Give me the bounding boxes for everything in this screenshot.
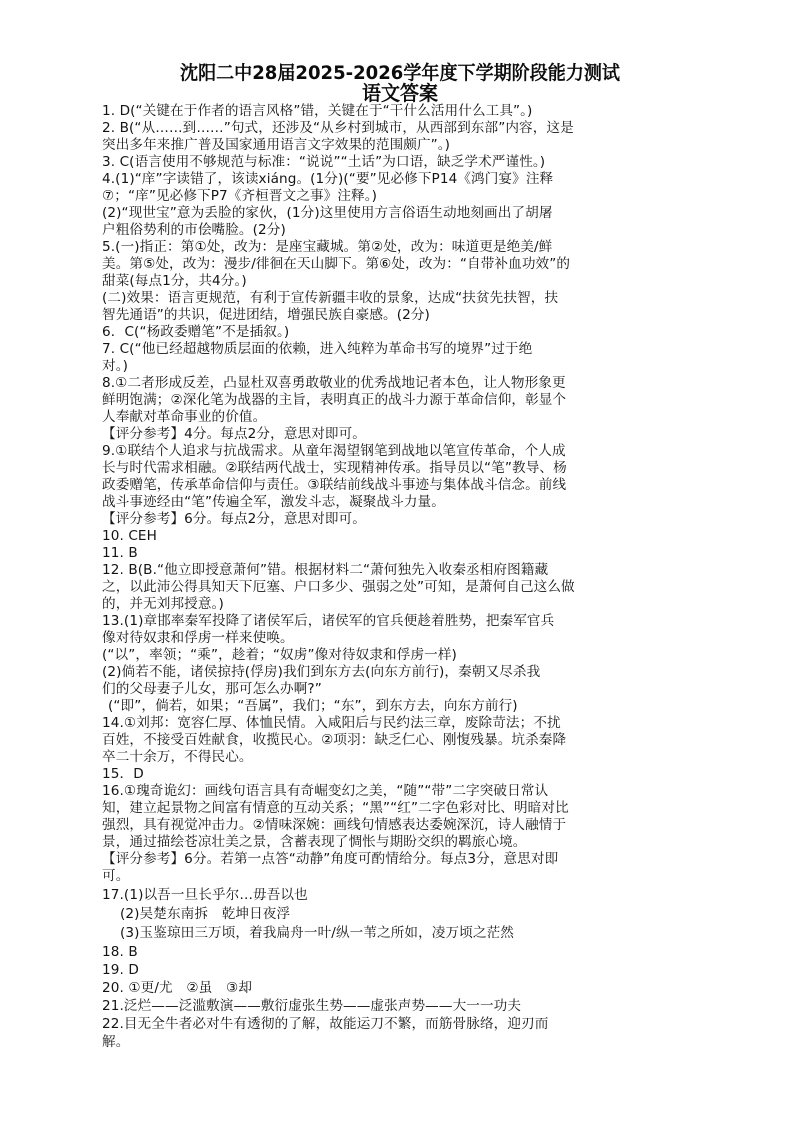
answer-line: 鲜明饱满；②深化笔为战器的主旨，表明真正的战斗力源于革命信仰，彰显个 [102,392,567,408]
answer-line: 百姓，不接受百姓献食，收揽民心。②项羽：缺乏仁心、刚愎残暴。坑杀秦降 [102,732,567,748]
answer-line: 14.①刘邦：宽容仁厚、体恤民情。入咸阳后与民约法三章，废除苛法；不扰 [102,715,561,731]
answer-line: 对。) [102,358,128,374]
answer-line: (2)倘若不能，诸侯掠持(俘房)我们到东方去(向东方前行)，秦朝又尽杀我 [102,664,541,680]
answer-line: 解。 [102,1034,130,1050]
answer-line: 强烈，具有视觉冲击力。②情味深婉：画线句情感表达委婉深沉，诗人融情于 [102,817,567,833]
answer-line: 户粗俗势利的市侩嘴脸。(2分) [102,222,286,238]
answer-line: 6．C(“杨政委赠笔”不是插叙。) [102,324,290,340]
answer-line: 20. ①更/尤 ②虽 ③却 [102,980,253,996]
answer-line: 景，通过描绘苍凉壮美之景，含蓄表现了惆怅与期盼交织的羁旅心境。 [102,834,527,850]
answer-line: 1. D(“关键在于作者的语言风格”错，关键在于“干什么活用什么工具”。) [102,103,533,119]
answer-line: 2. B(“从……到……”句式，还涉及“从乡村到城市，从西部到东部”内容，这是 [102,120,574,136]
answer-line: 12. B(B.“他立即授意萧何”错。根据材料二“萧何独先入收秦丞相府图籍藏 [102,562,549,578]
answer-line: (二)效果：语言更规范，有利于宣传新疆丰收的景象，达成“扶贫先扶智，扶 [102,290,559,306]
answer-line: 卒二十余万，不得民心。 [102,749,253,765]
answer-line: 可。 [102,868,130,884]
answer-line: 7. C(“他已经超越物质层面的依赖，进入纯粹为革命书写的境界”过于绝 [102,341,533,357]
answer-line: 政委赠笔，传承革命信仰与责任。③联结前线战斗事迹与集体战斗信念。前线 [102,477,567,493]
answer-line: 战斗事迹经由“笔”传遍全军，激发斗志，凝聚战斗力量。 [102,494,445,510]
answer-line: 16.①瑰奇诡幻：画线句语言具有奇崛变幻之美，“随”“带”二字突破日常认 [102,783,549,799]
answer-line: 11. B [102,545,138,561]
answer-line: 甜菜(每点1分，共4分。) [102,273,247,289]
answer-line: 18. B [102,944,138,960]
answer-line: 13.(1)章邯率秦军投降了诸侯军后，诸侯军的官兵便趁着胜势，把秦军官兵 [102,613,555,629]
answer-line: (“即”，倘若，如果；“吾属”，我们；“东”，到东方去，向东方前行) [108,698,518,714]
answer-line: 的，并无刘邦授意。) [102,596,224,612]
document-title: 沈阳二中28届2025-2026学年度下学期阶段能力测试 [180,62,620,84]
answer-line: (“以”，率领；“乘”，趁着；“奴虏”像对待奴隶和俘虏一样) [102,647,457,663]
answer-line: 知，建立起景物之间富有情意的互动关系；“黑”“红”二字色彩对比、明暗对比 [102,800,569,816]
answer-line: (3)玉鉴琼田三万顷，着我扁舟一叶/纵一苇之所如，凌万顷之茫然 [120,925,514,941]
document-subtitle: 语文答案 [362,81,438,105]
answer-line: 9.①联结个人追求与抗战需求。从童年渴望钢笔到战地以笔宣传革命，个人成 [102,443,566,459]
answer-line: 19. D [102,962,139,978]
answer-line: 22.目无全牛者必对牛有透彻的了解，故能运刀不繁，而筋骨脉络，迎刃而 [102,1016,549,1032]
answer-line: 8.①二者形成反差，凸显杜双喜勇敢敬业的优秀战地记者本色，让人物形象更 [102,375,566,391]
answer-line: 美。第⑤处，改为：漫步/徘徊在天山脚下。第⑥处，改为：“自带补血功效”的 [102,256,571,272]
answer-line: 之，以此沛公得具知天下厄塞、户口多少、强弱之处”可知，是萧何自己这么做 [102,579,575,595]
answer-line: 5.(一)指正：第①处，改为：是座宝藏城。第②处，改为：味道更是绝美/鲜 [102,239,553,255]
answer-line: 们的父母妻子儿女，那可怎么办啊?” [102,681,322,697]
scoring-note: 【评分参考】6分。每点2分，意思对即可。 [102,511,366,527]
answer-line: 智先通语”的共识，促进团结，增强民族自豪感。(2分) [102,307,430,323]
scoring-note: 【评分参考】4分。每点2分，意思对即可。 [102,426,366,442]
answer-line: (2)吴楚东南拆 乾坤日夜浮 [120,906,291,922]
answer-line: 人奉献对革命事业的价值。 [102,409,267,425]
answer-line: 10. CEH [102,528,157,544]
answer-line: 长与时代需求相融。②联结两代战士，实现精神传承。指导员以“笔”教导、杨 [102,460,567,476]
answer-line: ⑦；“庠”见必修下P7《齐桓晋文之事》注释。) [102,188,378,204]
answer-line: 15．D [102,766,144,782]
answer-line: 像对待奴隶和俘虏一样来使唤。 [102,630,294,646]
answer-line: 17.(1)以吾一旦长乎尔…毋吾以也 [102,887,308,903]
scoring-note: 【评分参考】6分。若第一点答“动静”角度可酌情给分。每点3分，意思对即 [102,851,559,867]
answer-line: 4.(1)“庠”字读错了，该读xiáng。(1分)(“要”见必修下P14《鸿门宴》注释 [102,171,554,187]
answer-line: (2)“现世宝”意为丢脸的家伙，(1分)这里使用方言俗语生动地刻画出了胡屠 [102,205,553,221]
answer-line: 突出多年来推广普及国家通用语言文字效果的范围颇广”。) [102,137,451,153]
answer-line: 3. C(语言使用不够规范与标准：“说说”“土话”为口语，缺乏学术严谨性。) [102,154,546,170]
answer-line: 21.泛烂——泛滥敷演——敷衍虚张生势——虚张声势——大一一功夫 [102,998,522,1014]
